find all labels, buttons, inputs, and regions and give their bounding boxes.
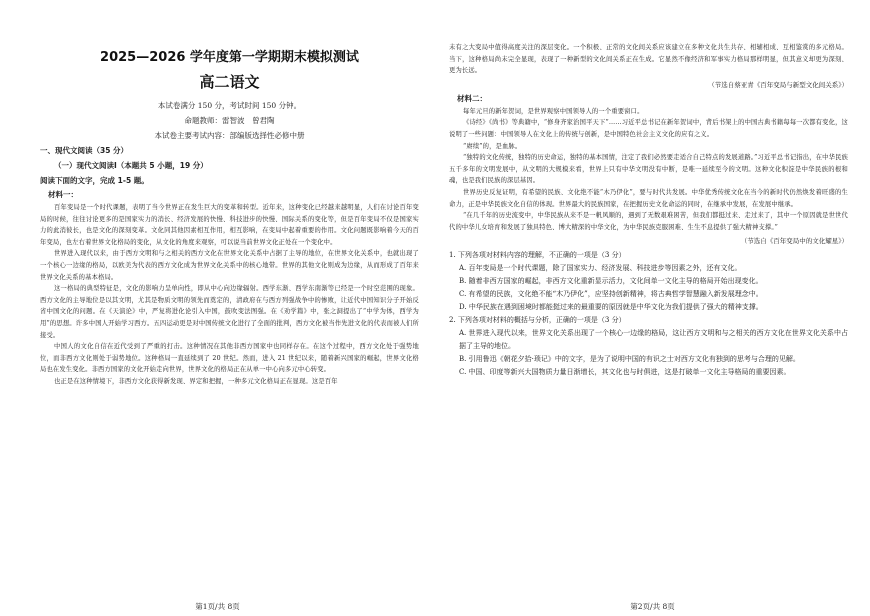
right-page xyxy=(435,0,870,616)
teachers-line: 命题教师：雷智波 曾君陶 xyxy=(184,116,275,125)
paragraph: 世界进入现代以来，由于西方文明和与之相关的西方文化在世界文化关系中占据了主导的地位，在世界文化关系中，也就出现了一个核心一边缘的格局，以欧美为代表的西方文化成为世界文化关系中的核心地带。世界的其他文化则成为边缘，从而形成了百年来世界文化关系的基本格局。 xyxy=(40,250,419,281)
paragraph: “独特的文化传统，独特的历史命运，独特的基本国情，注定了我们必然要走适合自己特点的发展道路。”习近平总书记指出，在中华民族五千多年的文明发展中，从文明的大规模来看，世界上只有中华文明没有中断，是唯一延续至今的文明。这种文化积淀是中华民族的根和魂，也是我们民族的深层基因。 xyxy=(449,154,848,185)
instruction: 阅读下面的文字，完成 1-5 题。 xyxy=(40,176,149,185)
question: 2. 下列各项对材料的概括与分析，正确的一项是（3 分） xyxy=(449,316,626,325)
paragraph: 百年变局是一个时代课题，表明了当今世界正在发生巨大的变革和转型。近年来，这种变化已经越来越明显，人们在讨论百年变局的时候，往往讨论更多的是国家实力的消长、经济发展的快慢、科技进步的快慢、国际关系的变化等，但是百年变局不仅是国家实力的此消彼长，也是文化的深刻变革。文化同其他因素相互作用，相互影响，在变局中起着重要的作用。文化问题既影响着今天的百年变局，也左右着世界文化格局的变化，从文化的角度来观察，可以说当前世界文化正处在一个变化中。 xyxy=(40,204,419,246)
paragraph: “赓续”的，是血脉。 xyxy=(463,142,522,150)
exam-info: 本试卷满分 150 分，考试时间 150 分钟。 xyxy=(157,101,302,110)
source-citation: （节选自蔡亚青《百年变局与新型文化间关系》） xyxy=(708,80,848,89)
section-heading: 一、现代文阅读（35 分） xyxy=(40,146,129,155)
material-label: 材料二： xyxy=(457,93,487,103)
paragraph: “在几千年的历史流变中，中华民族从来不是一帆风顺的，遇到了无数艰难困苦，但我们都挺过来、走过来了，其中一个原因就是世世代代的中华儿女培育和发展了独具特色、博大精深的中华文化，为中华民族克服困难、生生不息提供了强大精神支撑。” xyxy=(449,212,848,231)
paragraph: 世界历史反复证明，有希望的民族、文化绝不能“木乃伊化”，要与时代共发展。中华优秀传统文化在当今的新时代仍然焕发着旺盛的生命力，正是中华民族文化自信的体现。世界最大的民族国家，在把握历史文化命运的同时，在继承中发展，在发展中继承。 xyxy=(449,188,848,208)
option: A. 世界进入现代以来，世界文化关系出现了一个核心一边缘的格局，这让西方文明和与之相关的西方文化在世界文化关系中占据了主导的地位。 xyxy=(459,329,848,351)
scope-line: 本试卷主要考试内容：部编版选择性必修中册 xyxy=(154,131,305,140)
paragraph: 中国人的文化自信在近代受到了严重的打击。这种情况在其他非西方国家中也同样存在。在这个过程中，西方文化处于强势地位，而非西方文化则处于弱势地位。这种格局一直延续到了 20 世纪。然而，进入 21 世纪以来，随着新兴国家的崛起，世界文化格局也在发生变化。非西方国家的文化开始走向世界，世界文化的格局正在从单一中心向多元中心转变。 xyxy=(40,343,419,374)
exam-title: 2025—2026 学年度第一学期期末模拟测试 xyxy=(100,50,359,65)
option: B. 引用鲁迅《朝花夕拾·琐记》中的文字，是为了说明中国的有识之士对西方文化有独到的思考与合理的见解。 xyxy=(459,355,800,364)
option: B. 随着非西方国家的崛起，非西方文化重新显示活力，文化间单一文化主导的格局开始出现变化。 xyxy=(459,277,763,286)
option: D. 中华民族在遇到困境时都能挺过来的最重要的原因就是中华文化为我们提供了强大的精神支撑。 xyxy=(459,303,763,312)
option: C. 中国、印度等新兴大国物质力量日渐增长，其文化也与时俱进，这是打破单一文化主导格局的重要因素。 xyxy=(459,368,791,377)
option: A. 百年变局是一个时代课题，除了国家实力、经济发展、科技进步等因素之外，还有文化。 xyxy=(459,264,742,273)
paragraph: 也正是在这种情境下，非西方文化获得新发现、界定和把握，一种多元文化格局正在显现。这是百年 xyxy=(54,377,338,385)
material-label: 材料一： xyxy=(48,190,78,199)
paragraph: 每年元旦的新年贺词，是世界观察中国领导人的一个重要窗口。 xyxy=(463,107,644,115)
paragraph: 《诗经》《尚书》等典籍中，“修身齐家治国平天下”……习近平总书记在新年贺词中，背后书架上的中国古典书籍每每一次都有变化，这说明了一些问题：中国领导人在文化上的传统与创新，是中国特色社会主义文化的应有之义。 xyxy=(449,119,848,138)
page-footer: 第1页/共 8页 xyxy=(195,602,240,611)
question: 1. 下列各项对材料内容的理解，不正确的一项是（3 分） xyxy=(449,251,626,260)
option: C. 有希望的民族，文化绝不能“木乃伊化”，应坚持创新精神，将古典哲学智慧融入新发展理念中。 xyxy=(459,290,763,299)
paragraph: 未有之大变局中值得高度关注的深层变化。一个积极、正常的文化间关系应该建立在多种文化共生共存、相辅相成、互相鉴赏的多元格局。当下，这种格局尚未完全显现，表现了一种新型的文化间关系正在生成。它显然不像经济和军事实力格局那样明显，但其意义却更为深刻、更为长远。 xyxy=(449,44,848,75)
paragraph: 这一格局的典型特征是，文化的影响力呈单向性，即从中心向边缘辐射。西学东渐、西学东南渐等已经是一个时空范围的现象。西方文化的主导地位是以其文明，尤其是物质文明的领先而奠定的，清政府在与西方列强战争中的惨败，让近代中国知识分子开始反省中国文化的问题。在《天演论》中，严复将进化论引入中国，鼓吹变法图强。在《劝学篇》中，张之洞提出了“中学为体，西学为用”的思想。许多中国人开始学习西方。五四运动更是对中国传统文化进行了全面的批判，西方文化被当作先进文化的代表而被人们所接受。 xyxy=(40,285,419,339)
exam-subtitle: 高二语文 xyxy=(199,73,260,91)
page-footer: 第2页/共 8页 xyxy=(630,602,675,611)
subsection-heading: （一）现代文阅读Ⅰ（本题共 5 小题，19 分） xyxy=(54,161,208,170)
source-citation: （节选自《百年变局中的文化耀星》） xyxy=(740,237,848,246)
